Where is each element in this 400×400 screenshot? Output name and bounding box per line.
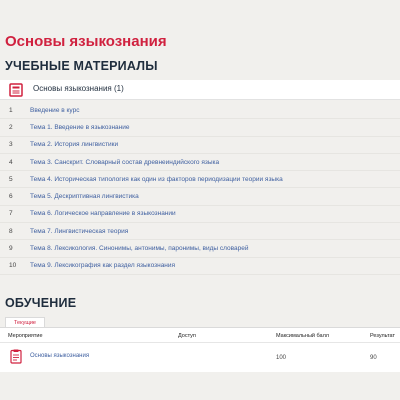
list-item	[0, 119, 400, 136]
topic-link[interactable]: Тема 5. Дескриптивная лингвистика	[30, 193, 139, 201]
list-item	[0, 154, 400, 171]
result-value: 90	[370, 355, 377, 361]
header-divider	[0, 342, 400, 343]
materials-heading: УЧЕБНЫЕ МАТЕРИАЛЫ	[5, 59, 158, 73]
column-header-max-score: Максимальный балл	[276, 333, 329, 339]
topic-number: 6	[9, 193, 13, 201]
event-link[interactable]: Основы языкознания	[30, 353, 90, 359]
list-item	[0, 102, 400, 119]
column-header-event: Мероприятие	[8, 333, 43, 339]
topic-link[interactable]: Тема 3. Санскрит. Словарный состав древнеиндийского языка	[30, 158, 220, 166]
topic-link[interactable]: Тема 6. Логическое направление в языкознании	[30, 210, 176, 218]
materials-card-title: Основы языкознания (1)	[33, 84, 124, 93]
topic-number: 7	[9, 210, 13, 218]
topic-number: 4	[9, 158, 13, 166]
topic-link[interactable]: Тема 1. Введение в языкознание	[30, 123, 130, 131]
list-item	[0, 223, 400, 240]
list-item	[0, 240, 400, 257]
list-item	[0, 206, 400, 223]
topic-number: 3	[9, 141, 13, 149]
page-title: Основы языкознания	[5, 33, 167, 50]
topic-link[interactable]: Тема 4. Историческая типология как один из факторов периодизации теории языка	[30, 175, 283, 183]
list-item	[0, 171, 400, 188]
topic-number: 5	[9, 175, 13, 183]
topic-link[interactable]: Тема 2. История лингвистики	[30, 141, 119, 149]
list-item	[0, 258, 400, 275]
topic-number: 2	[9, 123, 13, 131]
column-header-result: Результат	[370, 333, 396, 339]
topic-number: 10	[9, 262, 17, 270]
document-icon	[10, 349, 22, 364]
training-table	[0, 327, 400, 372]
tab-current[interactable]: Текущие	[5, 317, 45, 328]
list-item	[0, 188, 400, 205]
column-header-access: Доступ	[178, 333, 196, 339]
topic-number: 1	[9, 106, 13, 114]
topic-link[interactable]: Тема 7. Лингвистическая теория	[30, 227, 129, 235]
topic-number: 8	[9, 227, 13, 235]
topic-link[interactable]: Тема 9. Лексикография как раздел языкознания	[30, 262, 176, 270]
list-item	[0, 137, 400, 154]
topic-link[interactable]: Тема 8. Лексикология. Синонимы, антонимы, паронимы, виды словарей	[30, 245, 249, 253]
materials-card[interactable]	[0, 80, 400, 100]
book-icon	[9, 83, 23, 97]
max-score-value: 100	[276, 355, 287, 361]
topic-list	[0, 102, 400, 275]
topic-link[interactable]: Введение в курс	[30, 106, 80, 114]
training-heading: ОБУЧЕНИЕ	[5, 296, 77, 310]
topic-number: 9	[9, 245, 13, 253]
